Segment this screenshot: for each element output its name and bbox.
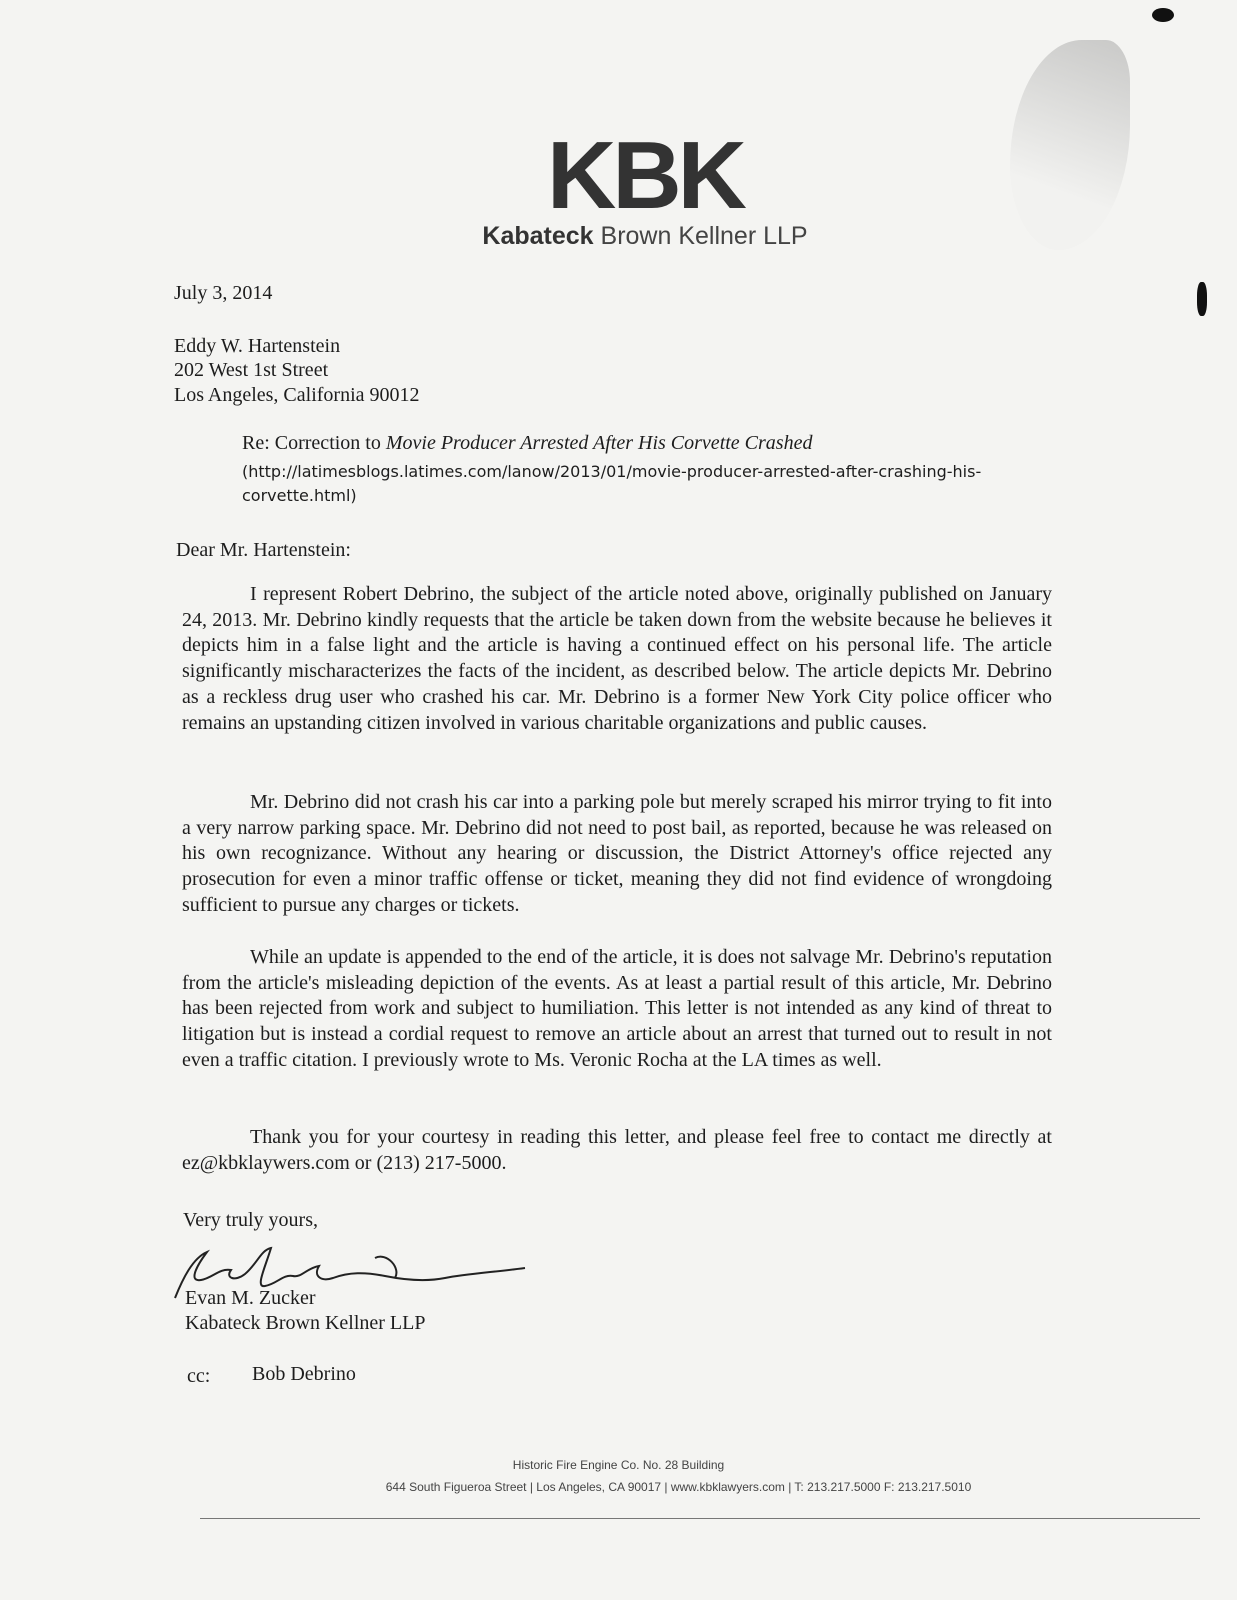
closing: Very truly yours, [183, 1209, 318, 1231]
recipient-name: Eddy W. Hartenstein [174, 335, 341, 357]
letterhead-logo [480, 122, 810, 251]
footer-address: 644 South Figueroa Street | Los Angeles, CA 90017 | www.kbklawyers.com | T: 213.217.5000 F: 213.217.5010 [385, 1480, 972, 1494]
subject-url-line1: (http://latimesblogs.latimes.com/lanow/2013/01/movie-producer-arrested-after-crashing-his- [242, 462, 982, 481]
subject-url-line2: corvette.html) [242, 486, 357, 505]
scan-blot [1152, 8, 1174, 22]
body-paragraph-4: Thank you for your courtesy in reading this letter, and please feel free to contact me directly at ez@kbklaywers.com or (213) 217-5000. [182, 1126, 1052, 1174]
body-paragraph-2: Mr. Debrino did not crash his car into a parking pole but merely scraped his mirror trying to fit into a very narrow parking space. Mr. Debrino did not need to post bail, as reported, because he was released on his own recognizance. Without any hearing or discussion, the District Attorney's office rejected any prosecution for even a minor traffic offense or ticket, meaning they did not find evidence of wrongdoing sufficient to pursue any charges or tickets. [182, 791, 1052, 916]
letter-date: July 3, 2014 [174, 282, 273, 304]
logo-mark: KBK [547, 122, 743, 229]
footer-rule [200, 1518, 1200, 1519]
firm-name-bold: Kabateck [482, 222, 594, 250]
signer-firm: Kabateck Brown Kellner LLP [185, 1312, 426, 1334]
body-paragraph-1: I represent Robert Debrino, the subject of the article noted above, originally published on January 24, 2013. Mr. Debrino kindly requests that the article be taken down from the website because he believes it depicts him in a false light and the article is having a continued effect on his personal life. The article significantly mischaracterizes the facts of the incident, as described below. The article depicts Mr. Debrino as a reckless drug user who crashed his car. Mr. Debrino is a former New York City police officer who remains an upstanding citizen involved in various charitable organizations and public causes. [182, 583, 1052, 734]
salutation: Dear Mr. Hartenstein: [176, 539, 351, 561]
cc-name: Bob Debrino [252, 1363, 356, 1385]
subject-prefix: Re: Correction to [242, 432, 386, 454]
body-paragraph-3: While an update is appended to the end of the article, it is does not salvage Mr. Debrino's reputation from the article's misleading depiction of the events. As at least a partial result of this article, Mr. Debrino has been rejected from work and subject to humiliation. This letter is not intended as any kind of threat to litigation but is instead a cordial request to remove an article about an arrest that turned out to result in not even a traffic citation. I previously wrote to Ms. Veronic Rocha at the LA times as well. [182, 946, 1052, 1071]
footer-building: Historic Fire Engine Co. No. 28 Building [512, 1458, 725, 1472]
recipient-city: Los Angeles, California 90012 [174, 384, 420, 406]
firm-name-rest: Brown Kellner LLP [593, 222, 808, 250]
recipient-street: 202 West 1st Street [174, 359, 329, 381]
subject-line [242, 430, 812, 456]
subject-title: Movie Producer Arrested After His Corvette Crashed [385, 432, 813, 454]
cc-label: cc: [187, 1365, 211, 1387]
signer-name: Evan M. Zucker [185, 1287, 316, 1309]
scan-streak [1010, 40, 1130, 250]
firm-name [480, 222, 810, 251]
scan-blot [1197, 282, 1207, 316]
